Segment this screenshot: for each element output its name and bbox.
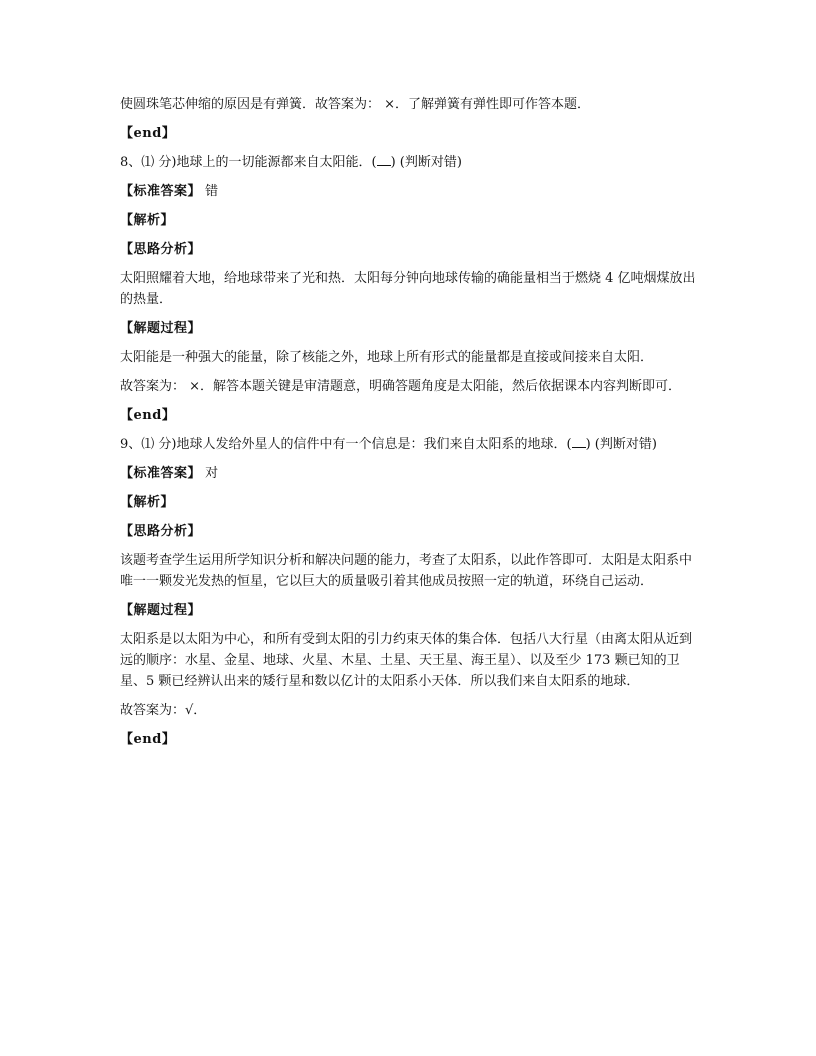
q9-question-suffix: ) (判断对错) [585,437,657,452]
q9-process-text: 太阳系是以太阳为中心，和所有受到太阳的引力约束天体的集合体．包括八大行星（由离太阳从近到远的顺序：水星、金星、地球、火星、木星、土星、天王星、海王星）、以及至少 173 颗已知的卫星、5 颗已经辨认出来的矮行星和数以亿计的太阳系小天体．所以我们来自太阳系的地球． [120,632,693,689]
q9-process-heading: 【解题过程】 [120,603,202,618]
q9-end-marker: 【end】 [120,732,176,747]
q9-standard-answer [120,463,700,484]
q8-silu-text: 太阳照耀着大地，给地球带来了光和热．太阳每分钟向地球传输的确能量相当于燃烧 4 亿吨烟煤放出的热量． [120,271,696,307]
q9-answer-label: 【标准答案】 [120,466,202,481]
q8-process-text: 太阳能是一种强大的能量，除了核能之外，地球上所有形式的能量都是直接或间接来自太阳． [120,350,654,365]
q9-jiexi-heading: 【解析】 [120,495,175,510]
q8-jiexi-heading: 【解析】 [120,213,175,228]
q8-silu-heading: 【思路分析】 [120,242,202,257]
q9-question-text: 9、⑴ 分)地球人发给外星人的信件中有一个信息是：我们来自太阳系的地球．( [120,437,572,452]
q8-answer-value: 错 [201,184,219,199]
q7-end-marker: 【end】 [120,126,176,141]
q7-analysis-tail: 使圆珠笔芯伸缩的原因是有弹簧．故答案为： ×．了解弹簧有弹性即可作答本题． [120,97,591,112]
q8-question-text: 8、⑴ 分)地球上的一切能源都来自太阳能．( [120,155,377,170]
q9-conclusion: 故答案为：√． [120,703,207,718]
q9-answer-value: 对 [201,466,219,481]
q9-silu-heading: 【思路分析】 [120,524,202,539]
q8-process-heading: 【解题过程】 [120,321,202,336]
document-page [120,94,700,750]
q8-conclusion: 故答案为： ×．解答本题关键是审清题意，明确答题角度是太阳能，然后依据课本内容判断即可． [120,379,682,394]
q9-silu-text: 该题考查学生运用所学知识分析和解决问题的能力，考查了太阳系，以此作答即可．太阳是太阳系中唯一一颗发光发热的恒星，它以巨大的质量吸引着其他成员按照一定的轨道，环绕自己运动． [120,553,693,589]
q8-answer-label: 【标准答案】 [120,184,202,199]
q8-question [120,152,700,173]
q8-end-marker: 【end】 [120,408,176,423]
q8-question-suffix: ) (判断对错) [390,155,462,170]
q9-question [120,434,700,455]
q8-standard-answer [120,181,700,202]
q8-answer-blank [377,165,391,166]
q9-answer-blank [572,447,586,448]
